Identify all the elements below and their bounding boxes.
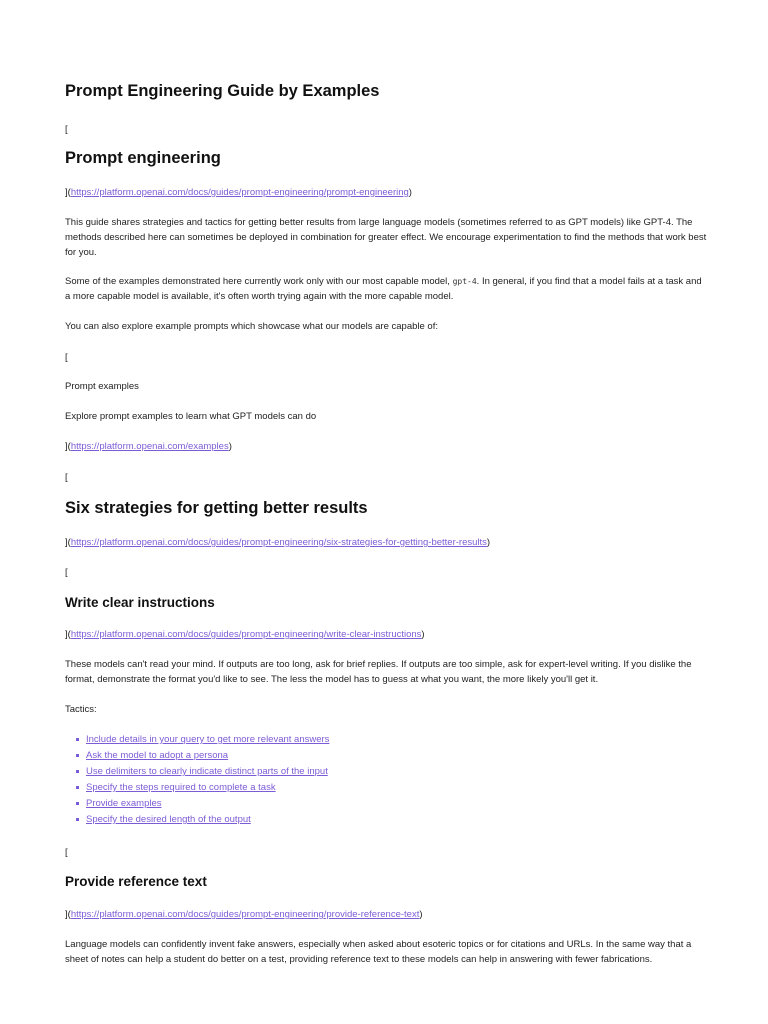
link-line-examples — [65, 439, 708, 454]
heading-six-strategies: Six strategies for getting better results — [65, 499, 368, 517]
prompt-examples-desc: Explore prompt examples to learn what GPT models can do — [65, 411, 317, 422]
link-six-strategies[interactable]: https://platform.openai.com/docs/guides/prompt-engineering/six-strategies-for-getting-better-results — [70, 537, 487, 548]
explore-paragraph: You can also explore example prompts which showcase what our models are capable of: — [65, 321, 438, 332]
bracket-open: [ — [65, 352, 68, 363]
tactic-link[interactable]: Specify the desired length of the output — [86, 814, 251, 825]
tactic-link[interactable]: Ask the model to adopt a persona — [86, 750, 229, 761]
tactic-link[interactable]: Use delimiters to clearly indicate distinct parts of the input — [86, 766, 328, 777]
tactic-item — [65, 812, 708, 828]
link-prefix: ]( — [65, 187, 71, 198]
link-prefix: ]( — [65, 537, 71, 548]
link-prefix: ]( — [65, 441, 71, 452]
bracket-open: [ — [65, 124, 68, 135]
document-title: Prompt Engineering Guide by Examples — [65, 82, 380, 100]
link-suffix: ) — [228, 441, 232, 452]
link-line-prompt-engineering — [65, 185, 708, 200]
intro-paragraph: This guide shares strategies and tactics for getting better results from large language models (sometimes referred to as GPT models) like GPT-4. The methods described here can sometimes be deployed in combination for greater effect. We encourage experimentation to find the methods that work best for you. — [65, 217, 707, 258]
tactic-link[interactable]: Include details in your query to get more relevant answers — [86, 734, 330, 745]
capable-model-text: Some of the examples demonstrated here currently work only with our most capable model, — [65, 276, 450, 287]
model-code: gpt-4 — [452, 277, 477, 286]
tactic-item — [65, 796, 708, 812]
bracket-open: [ — [65, 567, 68, 578]
capable-model-text-after: . In general, if you find that a model fails at a task and a more capable model is available, it's often worth trying again with the more capable model. — [65, 276, 702, 302]
link-suffix: ) — [419, 909, 423, 920]
prompt-examples-title: Prompt examples — [65, 381, 139, 392]
tactic-link[interactable]: Provide examples — [86, 798, 162, 809]
tactics-label: Tactics: — [65, 704, 97, 715]
link-line-write-clear — [65, 627, 708, 642]
tactic-item — [65, 764, 708, 780]
heading-prompt-engineering: Prompt engineering — [65, 149, 221, 167]
tactic-item — [65, 748, 708, 764]
bracket-open: [ — [65, 472, 68, 483]
link-provide-reference-text[interactable]: https://platform.openai.com/docs/guides/prompt-engineering/provide-reference-text — [70, 909, 420, 920]
reference-text-paragraph: Language models can confidently invent fake answers, especially when asked about esoteric topics or for citations and URLs. In the same way that a sheet of notes can help a student do better on a test, providing reference text to these models can help in answering with fewer fabrications. — [65, 939, 692, 965]
link-write-clear-instructions[interactable]: https://platform.openai.com/docs/guides/prompt-engineering/write-clear-instructions — [70, 629, 422, 640]
heading-write-clear-instructions: Write clear instructions — [65, 595, 215, 610]
tactic-item — [65, 732, 708, 748]
link-prefix: ]( — [65, 909, 71, 920]
tactics-list — [65, 732, 708, 828]
link-suffix: ) — [408, 187, 412, 198]
heading-provide-reference-text: Provide reference text — [65, 874, 207, 889]
link-prefix: ]( — [65, 629, 71, 640]
bracket-open: [ — [65, 847, 68, 858]
link-suffix: ) — [486, 537, 491, 548]
link-line-six-strategies — [65, 535, 708, 550]
link-line-reference-text — [65, 907, 708, 922]
write-clear-paragraph: These models can't read your mind. If outputs are too long, ask for brief replies. If outputs are too simple, ask for expert-level writing. If you dislike the format, demonstrate the format you'd like to see. The less the model has to guess at what you want, the more likely you'll get it. — [65, 659, 692, 685]
link-examples[interactable]: https://platform.openai.com/examples — [70, 441, 229, 452]
tactic-link[interactable]: Specify the steps required to complete a task — [86, 782, 276, 793]
capable-model-paragraph — [65, 274, 708, 304]
link-prompt-engineering[interactable]: https://platform.openai.com/docs/guides/prompt-engineering/prompt-engineering — [70, 187, 409, 198]
link-suffix: ) — [421, 629, 425, 640]
tactic-item — [65, 780, 708, 796]
